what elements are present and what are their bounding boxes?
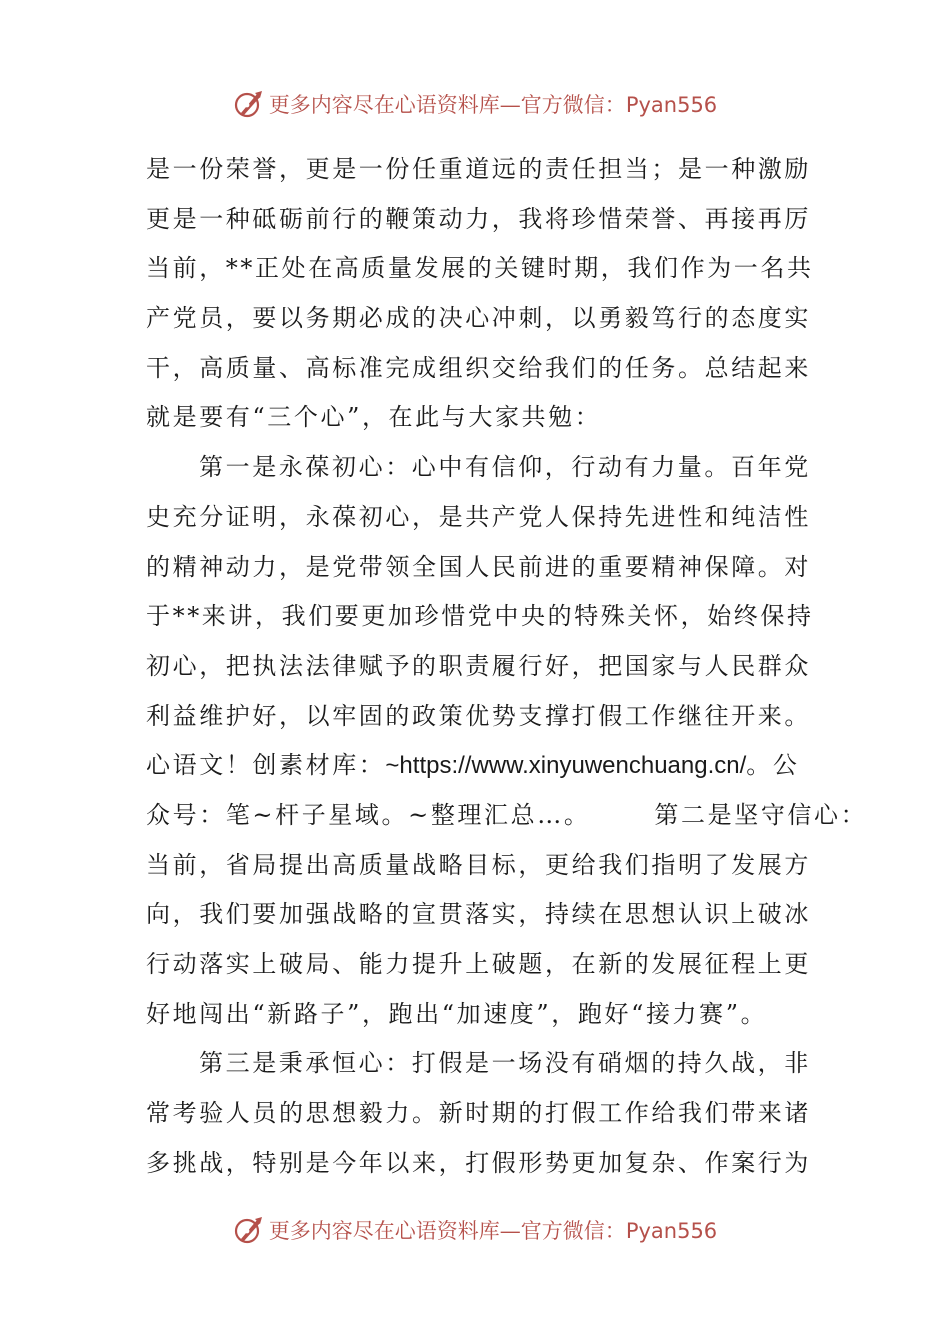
body-line: 就是要有“三个心”，在此与大家共勉： (146, 403, 602, 432)
body-line: 当前，**正处在高质量发展的关键时期，我们作为一名共 (146, 254, 814, 283)
footer-wechat-id: Pyan556 (625, 1219, 718, 1243)
footer-banner (0, 1210, 950, 1250)
body-line: 更是一种砥砺前行的鞭策动力，我将珍惜荣誉、再接再厉 (146, 204, 811, 233)
promo-text: 众号：笔~杆子星域。~整理汇总…。 (146, 800, 591, 829)
body-line: 多挑战，特别是今年以来，打假形势更加复杂、作案行为 (146, 1148, 811, 1177)
body-line-with-url (146, 741, 806, 791)
footer-banner-text: 更多内容尽在心语资料库—官方微信：Pyan556 (268, 1219, 718, 1243)
body-line: 利益维护好，以牢固的政策优势支撑打假工作继往开来。 (146, 701, 811, 730)
quill-pen-circle-icon (233, 1214, 265, 1246)
promo-text: 心语文！创素材库： (146, 751, 386, 780)
body-line: 是一份荣誉，更是一份任重道远的责任担当；是一种激励 (146, 155, 811, 183)
paragraph-heading: 第二是坚守信心： (654, 800, 868, 829)
body-line: 产党员，要以务期必成的决心冲刺，以勇毅笃行的态度实 (146, 304, 811, 333)
header-banner-text: 更多内容尽在心语资料库—官方微信：Pyan556 (268, 93, 718, 117)
body-line: 常考验人员的思想毅力。新时期的打假工作给我们带来诸 (146, 1099, 811, 1128)
promo-url: ~https://www.xinyuwenchuang.cn/ (385, 752, 747, 780)
paragraph-start-line: 第三是秉承恒心：打假是一场没有硝烟的持久战，非 (199, 1049, 811, 1078)
quill-pen-circle-icon (233, 88, 265, 120)
body-line: 干，高质量、高标准完成组织交给我们的任务。总结起来 (146, 353, 811, 382)
body-line: 好地闯出“新路子”，跑出“加速度”，跑好“接力赛”。 (146, 999, 768, 1028)
paragraph-start-line: 第一是永葆初心：心中有信仰，行动有力量。百年党 (199, 453, 811, 482)
body-line: 向，我们要加强战略的宣贯落实，持续在思想认识上破冰 (146, 900, 811, 929)
body-line: 当前，省局提出高质量战略目标，更给我们指明了发展方 (146, 850, 811, 879)
body-line: 的精神动力，是党带领全国人民前进的重要精神保障。对 (146, 552, 811, 581)
header-wechat-id: Pyan556 (625, 93, 718, 117)
document-body (146, 145, 868, 1188)
body-line-mixed (146, 791, 868, 841)
promo-text-tail: 。公 (746, 751, 800, 780)
body-line: 史充分证明，永葆初心，是共产党人保持先进性和纯洁性 (146, 502, 811, 531)
body-line: 初心，把执法法律赋予的职责履行好，把国家与人民群众 (146, 651, 811, 680)
body-line: 于**来讲，我们要更加珍惜党中央的特殊关怀，始终保持 (146, 602, 814, 631)
header-banner (0, 84, 950, 124)
body-line: 行动落实上破局、能力提升上破题，在新的发展征程上更 (146, 950, 811, 978)
